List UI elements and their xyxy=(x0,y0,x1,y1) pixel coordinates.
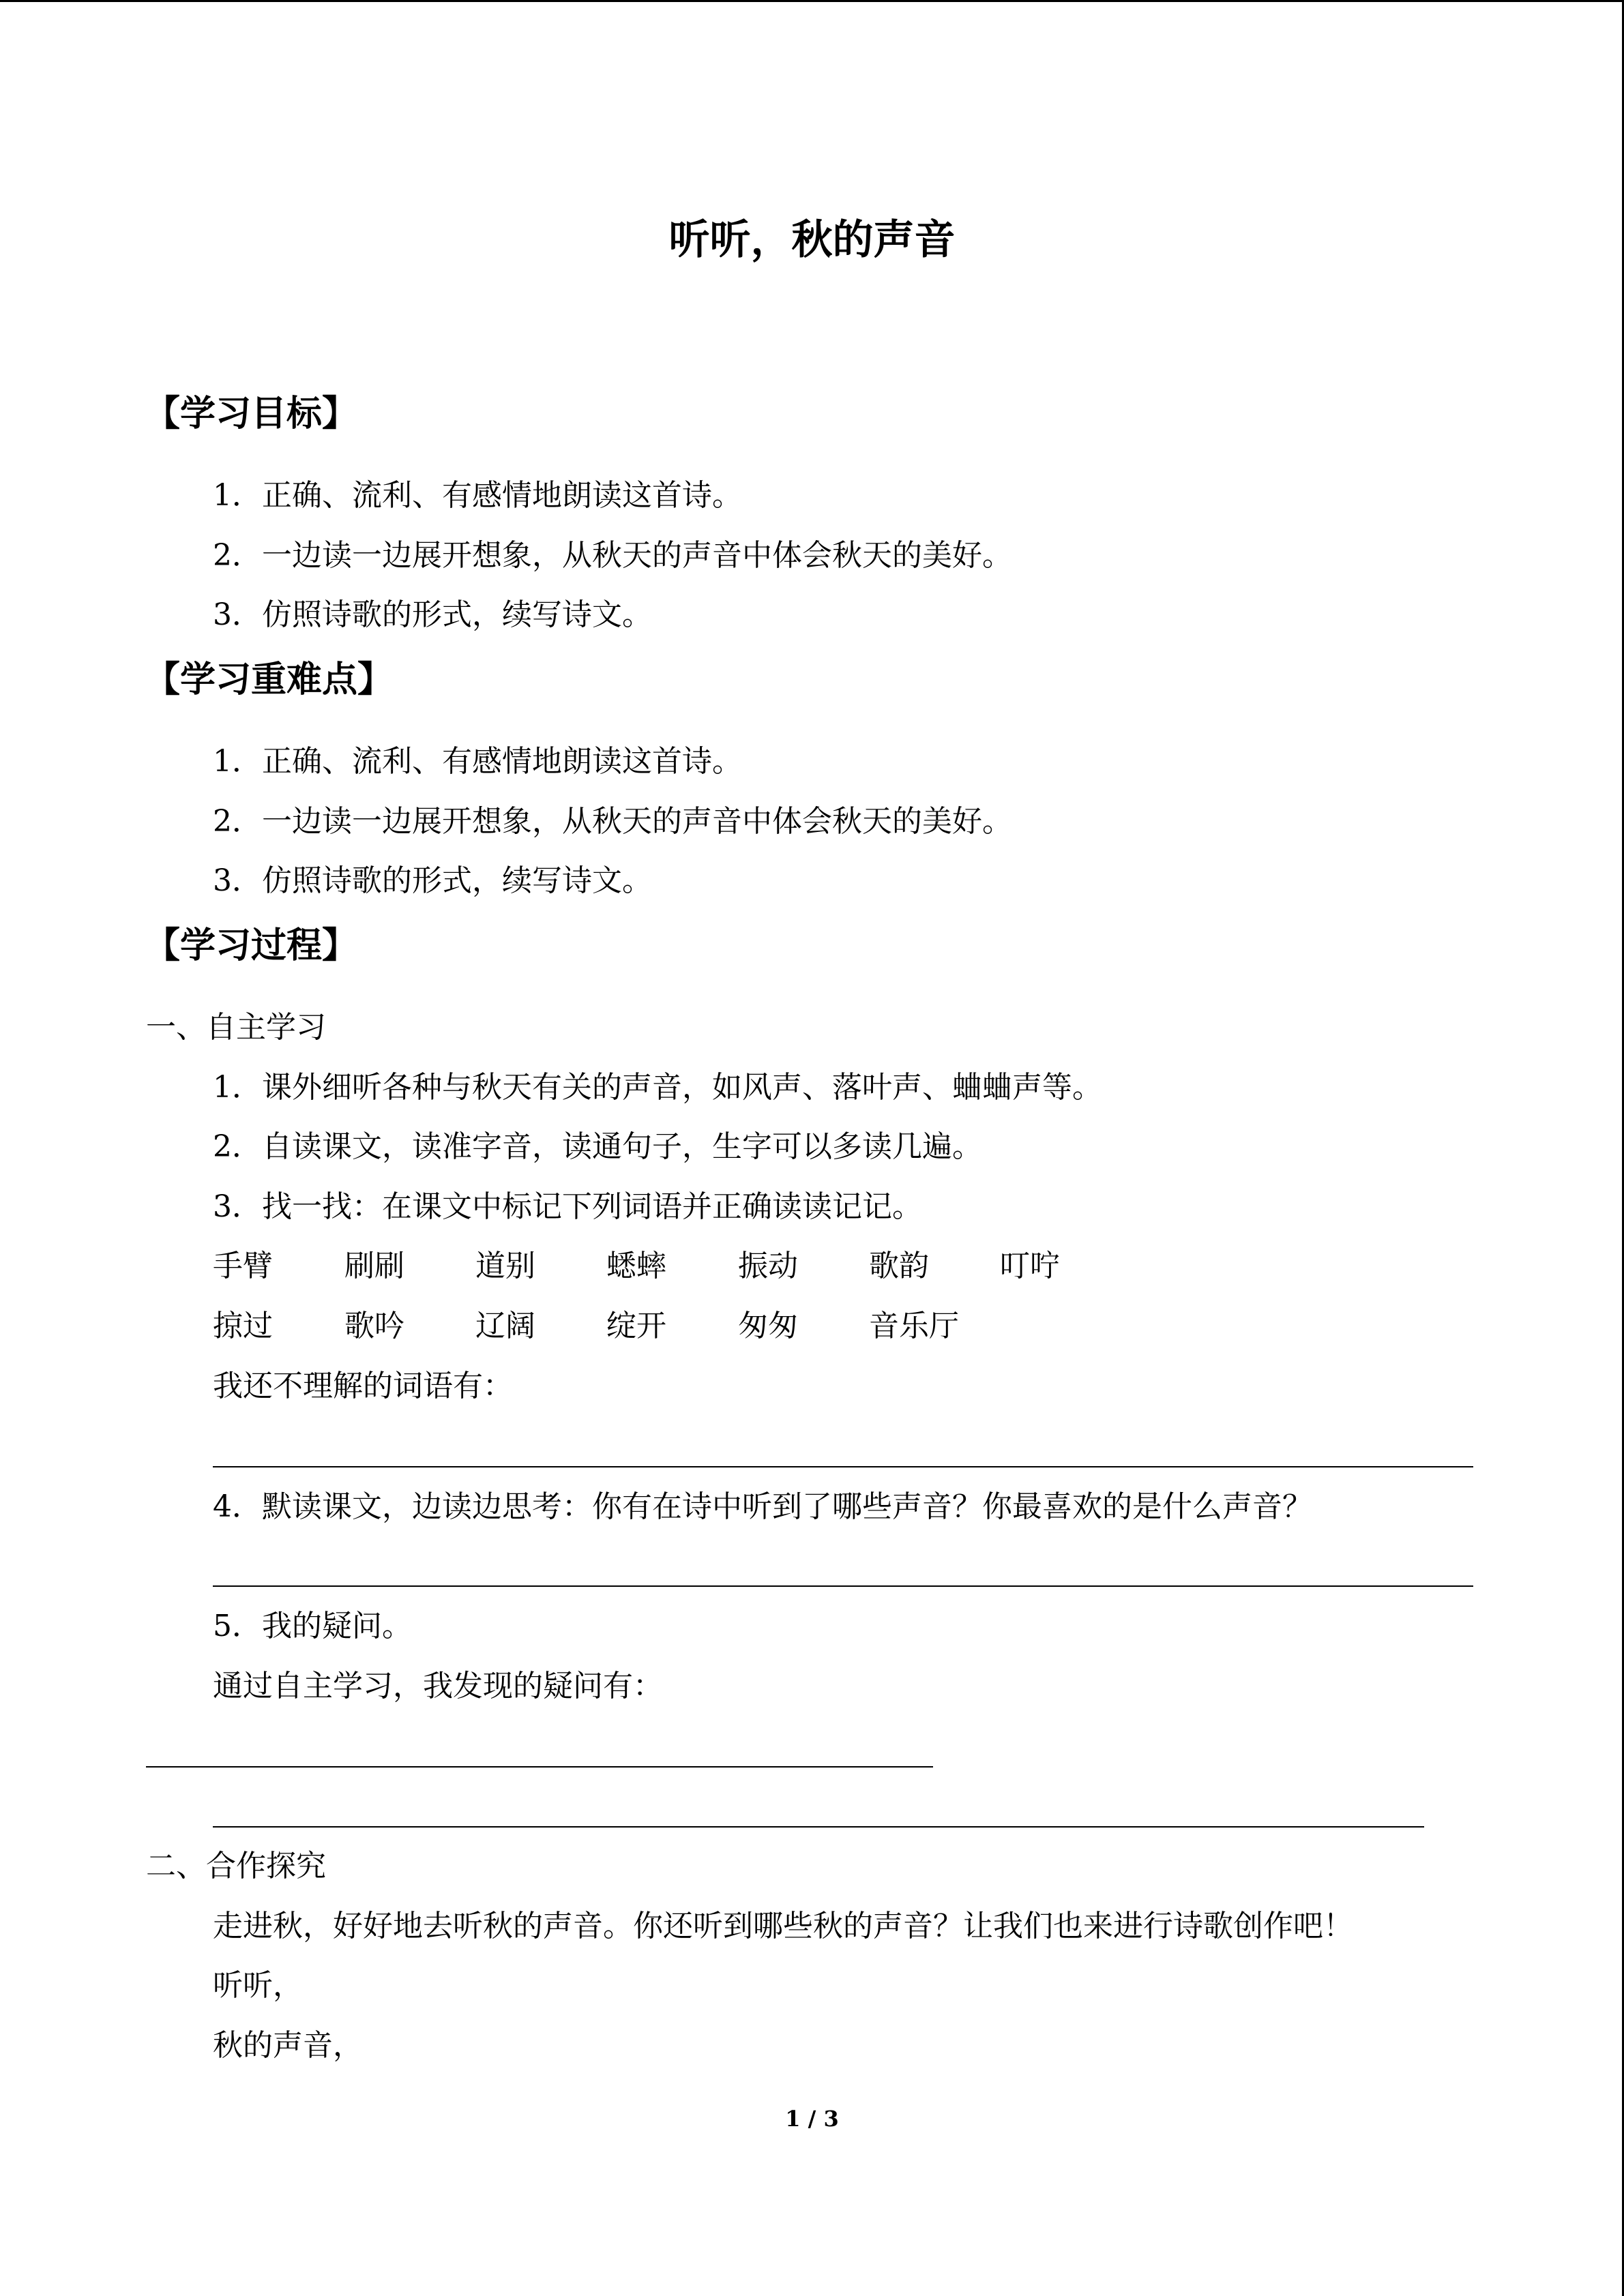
page-number: 1 / 3 xyxy=(785,2106,839,2132)
vocab-word: 掠过 xyxy=(213,1309,273,1343)
part2-heading: 二、合作探究 xyxy=(146,1849,326,1883)
doubts-label: 通过自主学习，我发现的疑问有： xyxy=(213,1669,663,1703)
page-top-border xyxy=(0,0,1624,2)
vocab-word: 绽开 xyxy=(606,1309,666,1343)
vocab-word: 辽阔 xyxy=(475,1309,535,1343)
part1-item-3: 3．找一找：在课文中标记下列词语并正确读读记记。 xyxy=(213,1189,922,1224)
answer-line[interactable] xyxy=(213,1826,1424,1828)
vocab-word: 音乐厅 xyxy=(869,1309,959,1343)
part1-item-5: 5．我的疑问。 xyxy=(213,1609,412,1643)
objectives-heading: 【学习目标】 xyxy=(145,393,358,434)
objective-item-1: 1．正确、流利、有感情地朗读这首诗。 xyxy=(213,478,742,513)
not-understood-label: 我还不理解的词语有： xyxy=(213,1369,513,1403)
vocab-word: 叮咛 xyxy=(1000,1249,1060,1283)
vocab-word: 歌吟 xyxy=(344,1309,404,1343)
vocab-word: 匆匆 xyxy=(738,1309,798,1343)
page-title: 听听，秋的声音 xyxy=(668,216,956,264)
vocab-word: 刷刷 xyxy=(344,1249,404,1283)
part1-item-2: 2．自读课文，读准字音，读通句子，生字可以多读几遍。 xyxy=(213,1129,982,1164)
vocab-word: 蟋蟀 xyxy=(606,1249,666,1283)
key-point-item-3: 3．仿照诗歌的形式，续写诗文。 xyxy=(213,863,652,898)
part1-heading: 一、自主学习 xyxy=(146,1010,326,1045)
vocab-word: 振动 xyxy=(738,1249,798,1283)
key-point-item-1: 1．正确、流利、有感情地朗读这首诗。 xyxy=(213,744,742,779)
key-points-heading: 【学习重难点】 xyxy=(145,659,394,700)
part1-item-4: 4．默读课文，边读边思考：你有在诗中听到了哪些声音？你最喜欢的是什么声音？ xyxy=(213,1489,1312,1524)
poem-line-1: 听听， xyxy=(213,1968,303,2003)
vocab-word: 手臂 xyxy=(213,1249,273,1283)
process-heading: 【学习过程】 xyxy=(145,925,358,966)
key-point-item-2: 2．一边读一边展开想象，从秋天的声音中体会秋天的美好。 xyxy=(213,804,1012,839)
answer-line[interactable] xyxy=(213,1466,1473,1467)
part1-item-1: 1．课外细听各种与秋天有关的声音，如风声、落叶声、蛐蛐声等。 xyxy=(213,1070,1102,1105)
vocab-word: 道别 xyxy=(475,1249,535,1283)
vocab-word: 歌韵 xyxy=(869,1249,929,1283)
part2-intro: 走进秋，好好地去听秋的声音。你还听到哪些秋的声音？让我们也来进行诗歌创作吧！ xyxy=(213,1909,1353,1943)
poem-line-2: 秋的声音， xyxy=(213,2028,363,2063)
objective-item-2: 2．一边读一边展开想象，从秋天的声音中体会秋天的美好。 xyxy=(213,538,1012,573)
objective-item-3: 3．仿照诗歌的形式，续写诗文。 xyxy=(213,597,652,632)
answer-line[interactable] xyxy=(146,1766,933,1768)
answer-line[interactable] xyxy=(213,1585,1473,1587)
